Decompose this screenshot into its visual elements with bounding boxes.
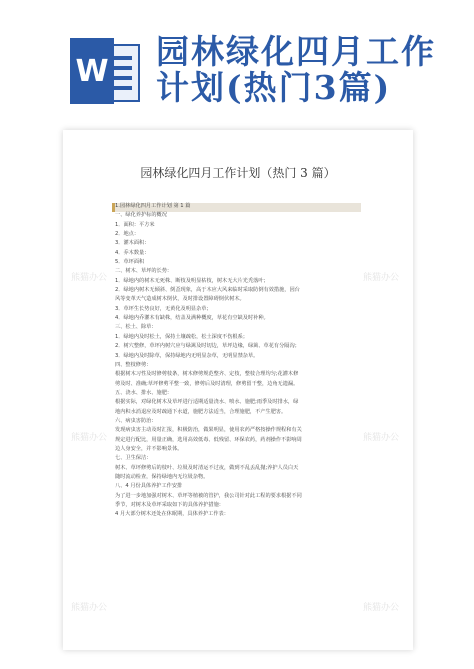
body-line: 树木、草坪修剪后的枝叶、垃圾及时清运不过夜，做到不乱丢乱抛;养护人员白天 [115,464,299,471]
watermark: 熊猫办公 [71,603,108,613]
body-line: 发现病虫害主动及时汇报，积极防治，做果明显，使用农药严格按操作规程和有关 [115,427,302,434]
document-page [63,130,413,650]
body-line: 5．草坪面积 [115,259,145,266]
body-line: 3．绿地内及时除草，保持绿地内无明显杂草，无明显禁杂草。 [115,352,259,359]
watermark: 熊猫办公 [71,433,108,443]
banner-title-line2: 计划(热门3篇) [156,68,392,107]
body-line: 季节，对树木及草坪采取如下的具体养护措施： [115,502,224,508]
body-line: 七、卫生保洁： [115,455,152,462]
word-icon-letter: W [70,38,114,104]
body-line: 1．绿地内的树木无死株、断枝及明显枯枝，树木无大片光秃落叶； [115,277,269,284]
body-line: 地内积水消退应及时疏通下水道，施肥方法适当，合理施肥，不产生肥害。 [115,408,287,415]
watermark: 熊猫办公 [363,433,400,443]
body-line: 根据树木习性及时修剪枝条，树木修剪规范整齐、定枝，整枝合理均匀;花灌木修 [115,371,299,378]
body-line: 为了进一步地加强对树木、草坪等植被的管护，我公司针对此工程的要求根据不同 [115,492,302,499]
body-line: 六、病虫害防治： [115,417,157,424]
body-line: 三、松土、除草： [115,324,157,331]
body-line: 3．灌木面积： [115,240,150,247]
body-line: 四、整枝修剪： [115,361,152,368]
banner-title-line1: 园林绿化四月工作 [156,32,436,71]
body-line: 1．面积：平方米 [115,221,155,228]
watermark: 熊猫办公 [363,603,400,613]
document-body [115,202,367,520]
body-line: 八、4 月份具体养护工作安排 [115,483,183,490]
body-line: 随时流动检查，保持绿地内无垃圾杂物。 [115,473,209,480]
body-line: 3．草坪生长势良好，无黄化及明显杂草； [115,305,212,312]
body-line: 2．绿地内树木无倾斜、倒歪现象，高于木应大风来临时采取防倒有效措施，因台 [115,287,300,294]
body-line: 规定进行配比，用量正确，选用高效低毒、低残留、环保农药，药剂操作不影响周 [115,436,302,443]
banner [0,0,474,120]
body-line: 剪及时、准确;草坪修剪平整一致，修剪后及时清理，修剪留干整，边角无遗漏。 [115,380,299,387]
body-line: 4．绿地内乔灌木有缺株，结盖及满种概度，草花有空缺及时补种。 [115,315,269,322]
body-line: 风等变革天气造成树木倒伏，及时排设置障碍倒伏树木。 [115,296,245,303]
document-title: 园林绿化四月工作计划（热门 3 篇） [140,166,336,180]
body-line: 边人身安全，并不影响景体。 [115,445,183,452]
body-line: 4．乔木数量： [115,249,150,256]
word-icon [70,38,140,104]
body-line: 根据实际，对绿化树木及草坪进行适期适量浇水、喷水、施肥;雨季及时排水，绿 [115,399,299,406]
body-line: 2．树穴整修，草坪内树穴应与绿篱及时切边，草坪边缘，绿篱、草花有分隔沟； [115,343,300,350]
body-line: 1．绿地内及时松土，保持土壤疏松，松土深度不伤根系； [115,333,248,340]
body-line: 一、绿化养护标的概况 [115,212,167,219]
watermark: 熊猫办公 [71,273,108,283]
watermark: 熊猫办公 [363,273,400,283]
body-line: 4 月大部分树木还处在休眠期，具体养护工作表： [115,511,229,518]
section-heading: 1.园林绿化四月工作计划 第 1 篇 [115,203,191,209]
body-line: 2．地点： [115,231,140,238]
body-line: 二、树木、草坪的长势： [115,268,173,275]
banner-title [156,34,436,106]
body-line: 五、浇水、排水、施肥： [115,389,173,396]
